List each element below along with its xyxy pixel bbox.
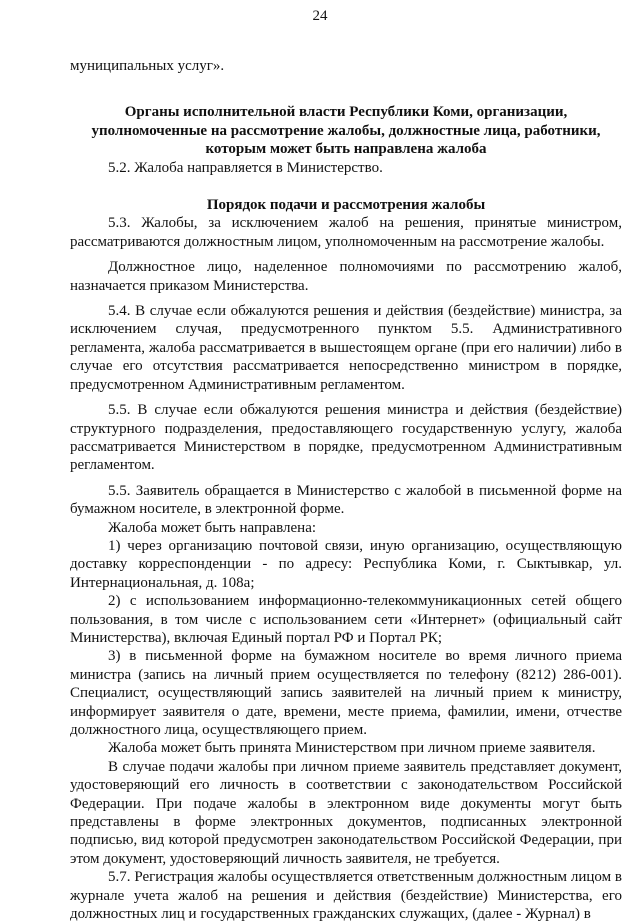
list-item-2: 2) с использованием информационно-телекоммуникационных сетей общего пользования, в том числе с использованием сети «Интернет» (официальный сайт Министерства), включая Единый портал РФ и Портал РК;	[70, 593, 622, 646]
page-number: 24	[312, 8, 328, 24]
document-body	[70, 57, 622, 923]
section-heading-procedure: Порядок подачи и рассмотрения жалобы	[206, 197, 486, 214]
paragraph-5-2: 5.2. Жалоба направляется в Министерство.	[108, 159, 383, 176]
paragraph-5-3: 5.3. Жалобы, за исключением жалоб на решения, принятые министром, рассматриваются должностным лицом, уполномоченным на рассмотрение жалобы.	[70, 215, 622, 250]
paragraph-personal-case: В случае подачи жалобы при личном приеме заявитель представляет документ, удостоверяющий его личность в соответствии с законодательством Российской Федерации. При подаче жалобы в электронном виде документы могут быть представлены в форме электронных документов, подписанных электронной подписью, вид которой предусмотрен законодательством Российской Федерации, при этом документ, удостоверяющий личность заявителя, не требуется.	[70, 758, 622, 867]
paragraph-accept: Жалоба может быть принята Министерством при личном приеме заявителя.	[108, 740, 596, 757]
list-item-1: 1) через организацию почтовой связи, иную организацию, осуществляющую доставку корреспонденции - по адресу: Республика Коми, г. Сыктывкар, ул. Интернациональная, д. 108а;	[70, 537, 622, 591]
list-item-3: 3) в письменной форме на бумажном носителе во время личного приема министра (запись на личный прием осуществляется по телефону (8212) 286-001). Специалист, осуществляющий запись заявителей на личный прием к министру, информирует заявителя о дате, времени, месте приема, фамилии, имени, отчестве должностного лица, осуществляющего прием.	[70, 648, 622, 738]
paragraph-official: Должностное лицо, наделенное полномочиями по рассмотрению жалоб, назначается приказом Министерства.	[70, 259, 622, 294]
paragraph-5-4: 5.4. В случае если обжалуются решения и действия (бездействие) министра, за исключением случая, предусмотренного пунктом 5.5. Административного регламента, жалоба рассматривается в вышестоящем органе (при его наличии) либо в случае его отсутствия рассматривается непосредственно министром в порядке, предусмотренном Административным регламентом.	[70, 303, 622, 393]
section-heading-authorities: Органы исполнительной власти Республики Коми, организации, уполномоченные на рассмотрение жалобы, должностные лица, работники, которым может быть направлена жалоба	[91, 104, 601, 158]
paragraph-may-be-sent: Жалоба может быть направлена:	[108, 519, 317, 536]
paragraph-5-5b: 5.5. Заявитель обращается в Министерство с жалобой в письменной форме на бумажном носителе, в электронной форме.	[70, 482, 622, 518]
paragraph-5-7: 5.7. Регистрация жалобы осуществляется ответственным должностным лицом в журнале учета жалоб на решения и действия (бездействие) Министерства, его должностных лиц и государственных гражданских служащих, (далее - Журнал) в	[70, 869, 622, 923]
paragraph-continuation: муниципальных услуг».	[70, 58, 225, 74]
paragraph-5-5a: 5.5. В случае если обжалуются решения министра и действия (бездействие) структурного подразделения, предоставляющего государственную услугу, жалоба рассматривается Министерством в порядке, предусмотренном Административным регламентом.	[70, 402, 622, 474]
